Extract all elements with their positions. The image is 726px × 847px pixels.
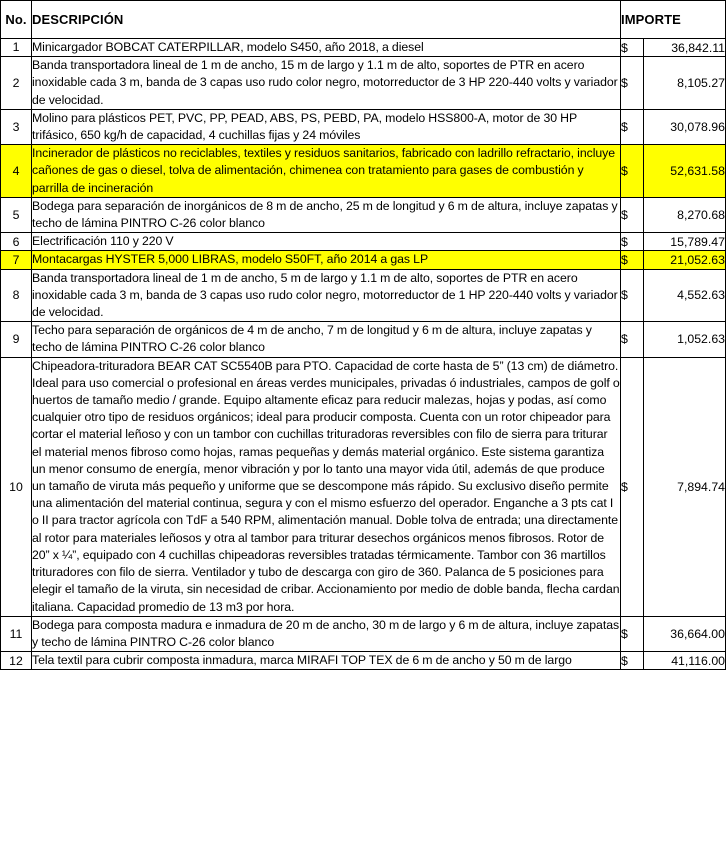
row-amount: 8,105.27 (644, 57, 726, 110)
table-header (1, 1, 726, 39)
table-row (1, 145, 726, 198)
header-row (1, 1, 726, 39)
row-number: 11 (1, 616, 32, 651)
row-currency-symbol: $ (621, 145, 644, 198)
row-amount: 52,631.58 (644, 145, 726, 198)
row-number: 4 (1, 145, 32, 198)
row-description: Banda transportadora lineal de 1 m de ancho, 5 m de largo y 1.1 m de alto, soportes de PTR en acero inoxidable cada 3 m, banda de 3 capas uso rudo color negro, motorreductor de 1 HP 220-440 volts y variador de velocidad. (32, 269, 621, 322)
row-description: Bodega para separación de inorgánicos de 8 m de ancho, 25 m de longitud y 6 m de altura, incluye zapatas y techo de lámina PINTRO C-26 color blanco (32, 197, 621, 232)
row-amount: 41,116.00 (644, 652, 726, 670)
row-currency-symbol: $ (621, 57, 644, 110)
row-number: 12 (1, 652, 32, 670)
row-description: Tela textil para cubrir composta inmadura, marca MIRAFI TOP TEX de 6 m de ancho y 50 m de largo (32, 652, 621, 670)
row-currency-symbol: $ (621, 233, 644, 251)
row-amount: 15,789.47 (644, 233, 726, 251)
table-row (1, 269, 726, 322)
row-description: Montacargas HYSTER 5,000 LIBRAS, modelo S50FT, año 2014 a gas LP (32, 251, 621, 269)
row-description: Chipeadora-trituradora BEAR CAT SC5540B para PTO. Capacidad de corte hasta de 5” (13 cm) de diámetro. Ideal para uso comercial o profesional en áreas verdes municipales, privadas ó industriales, campos de golf o huertos de tamaño medio / grande. Equipo altamente eficaz para reducir malezas, hojas y podas, así como cualquier otro tipo de residuos orgánicos; ideal para producir composta. Cuenta con un rotor chipeador para cortar el material leñoso y con un tambor con cuchillas trituradoras reversibles con filo de sierra para triturar el material menos fibroso como hojas, ramas pequeñas y demás material orgánico. Este sistema garantiza un menor consumo de energía, menor vibración y por lo tanto una mayor vida útil, además de que produce un tamaño de viruta más pequeño y uniforme que se descompone más rápido. Su exclusivo diseño permite una alimentación del material continua, segura y con el mismo esfuerzo del operador. Enganche a 3 pts cat I o II para tractor agrícola con TdF a 540 RPM, alimentación manual. Doble tolva de entrada; una directamente al rotor para materiales leñosos y otra al tambor para triturar desechos orgánicos menos fibrosos. Rotor de 20” x ¼”, equipado con 4 cuchillas chipeadoras reversibles tratadas térmicamente. Tambor con 36 martillos trituradores con filo de sierra. Ventilador y tubo de descarga con giro de 360. Palanca de 5 posiciones para elegir el tamaño de la viruta, sin necesidad de cribar. Accionamiento por medio de doble banda, flecha cardan italiana. Capacidad promedio de 13 m3 por hora. (32, 357, 621, 616)
row-amount: 1,052.63 (644, 322, 726, 357)
table-row (1, 233, 726, 251)
column-header-description: DESCRIPCIÓN (32, 1, 621, 39)
row-currency-symbol: $ (621, 269, 644, 322)
row-currency-symbol: $ (621, 652, 644, 670)
row-amount: 4,552.63 (644, 269, 726, 322)
row-number: 10 (1, 357, 32, 616)
row-description: Bodega para composta madura e inmadura de 20 m de ancho, 30 m de largo y 6 m de altura, incluye zapatas y techo de lámina PINTRO C-26 color blanco (32, 616, 621, 651)
column-header-importe: IMPORTE (621, 1, 726, 39)
row-amount: 36,842.11 (644, 39, 726, 57)
table-body (1, 39, 726, 670)
row-description: Minicargador BOBCAT CATERPILLAR, modelo S450, año 2018, a diesel (32, 39, 621, 57)
row-currency-symbol: $ (621, 39, 644, 57)
row-number: 9 (1, 322, 32, 357)
row-description: Incinerador de plásticos no reciclables, textiles y residuos sanitarios, fabricado con ladrillo refractario, incluye cañones de gas o diesel, tolva de alimentación, chimenea con tratamiento para gases de combustión y parrilla de incineración (32, 145, 621, 198)
row-currency-symbol: $ (621, 109, 644, 144)
row-number: 2 (1, 57, 32, 110)
row-description: Techo para separación de orgánicos de 4 m de ancho, 7 m de longitud y 6 m de altura, incluye zapatas y techo de lámina PINTRO C-26 color blanco (32, 322, 621, 357)
table-row (1, 109, 726, 144)
row-description: Molino para plásticos PET, PVC, PP, PEAD, ABS, PS, PEBD, PA, modelo HSS800-A, motor de 30 HP trifásico, 650 kg/h de capacidad, 4 cuchillas fijas y 24 móviles (32, 109, 621, 144)
row-currency-symbol: $ (621, 357, 644, 616)
column-header-no: No. (1, 1, 32, 39)
table-row (1, 322, 726, 357)
table-row (1, 39, 726, 57)
table-row (1, 197, 726, 232)
row-amount: 21,052.63 (644, 251, 726, 269)
table-row (1, 57, 726, 110)
table-row (1, 616, 726, 651)
row-amount: 8,270.68 (644, 197, 726, 232)
row-number: 5 (1, 197, 32, 232)
row-number: 8 (1, 269, 32, 322)
row-currency-symbol: $ (621, 251, 644, 269)
row-currency-symbol: $ (621, 616, 644, 651)
row-description: Banda transportadora lineal de 1 m de ancho, 15 m de largo y 1.1 m de alto, soportes de PTR en acero inoxidable cada 3 m, banda de 3 capas uso rudo color negro, motorreductor de 3 HP 220-440 volts y variador de velocidad. (32, 57, 621, 110)
table-row (1, 652, 726, 670)
row-amount: 30,078.96 (644, 109, 726, 144)
row-number: 6 (1, 233, 32, 251)
row-description: Electrificación 110 y 220 V (32, 233, 621, 251)
table-row (1, 357, 726, 616)
row-number: 7 (1, 251, 32, 269)
row-number: 1 (1, 39, 32, 57)
row-number: 3 (1, 109, 32, 144)
row-amount: 7,894.74 (644, 357, 726, 616)
table-row (1, 251, 726, 269)
row-currency-symbol: $ (621, 197, 644, 232)
row-currency-symbol: $ (621, 322, 644, 357)
row-amount: 36,664.00 (644, 616, 726, 651)
